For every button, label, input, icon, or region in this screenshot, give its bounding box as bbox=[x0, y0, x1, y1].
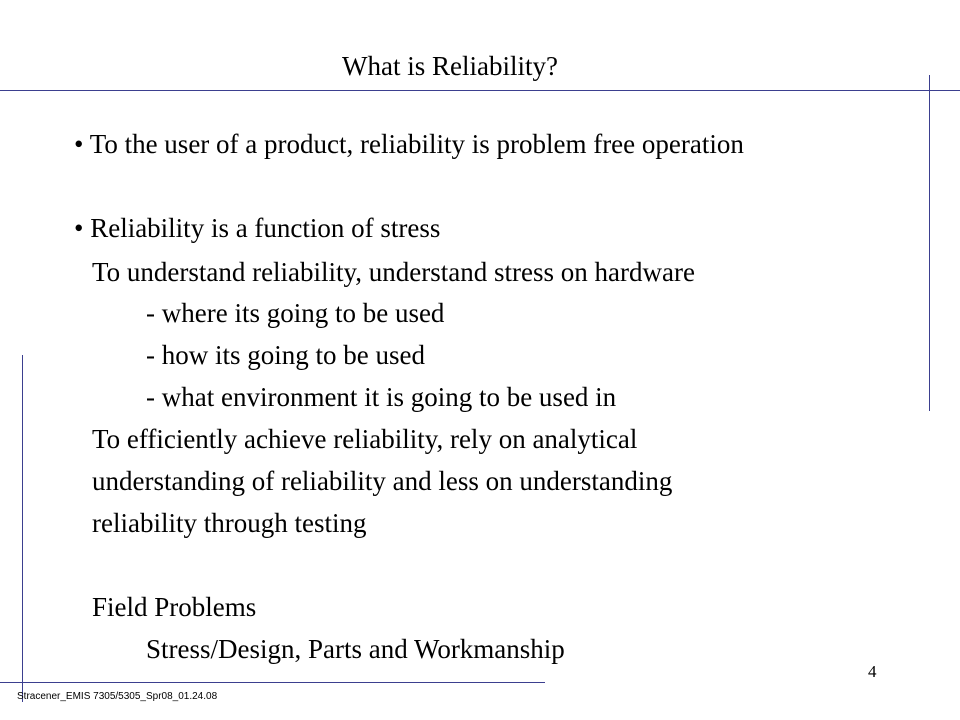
bullet-stress-function: • Reliability is a function of stress bbox=[74, 213, 441, 243]
stress-intro: To understand reliability, understand stress on hardware bbox=[92, 257, 695, 287]
field-problems-heading: Field Problems bbox=[92, 592, 257, 622]
analytical-line-2: understanding of reliability and less on understanding bbox=[92, 466, 673, 496]
analytical-line-1: To efficiently achieve reliability, rely on analytical bbox=[92, 424, 638, 454]
stress-item-how: - how its going to be used bbox=[146, 340, 425, 370]
stress-item-environment: - what environment it is going to be used in bbox=[146, 382, 617, 412]
left-vertical-rule bbox=[22, 355, 23, 702]
field-problems-detail: Stress/Design, Parts and Workmanship bbox=[146, 634, 565, 664]
footer-course-label: Stracener_EMIS 7305/5305_Spr08_01.24.08 bbox=[17, 691, 218, 702]
right-vertical-rule bbox=[929, 75, 930, 411]
stress-item-where: - where its going to be used bbox=[146, 298, 445, 328]
top-horizontal-rule bbox=[0, 90, 960, 91]
bullet-user-view: • To the user of a product, reliability is problem free operation bbox=[74, 129, 744, 159]
bottom-horizontal-rule bbox=[0, 682, 545, 683]
page-number: 4 bbox=[868, 662, 877, 681]
slide-title: What is Reliability? bbox=[342, 51, 558, 81]
analytical-line-3: reliability through testing bbox=[92, 508, 367, 538]
